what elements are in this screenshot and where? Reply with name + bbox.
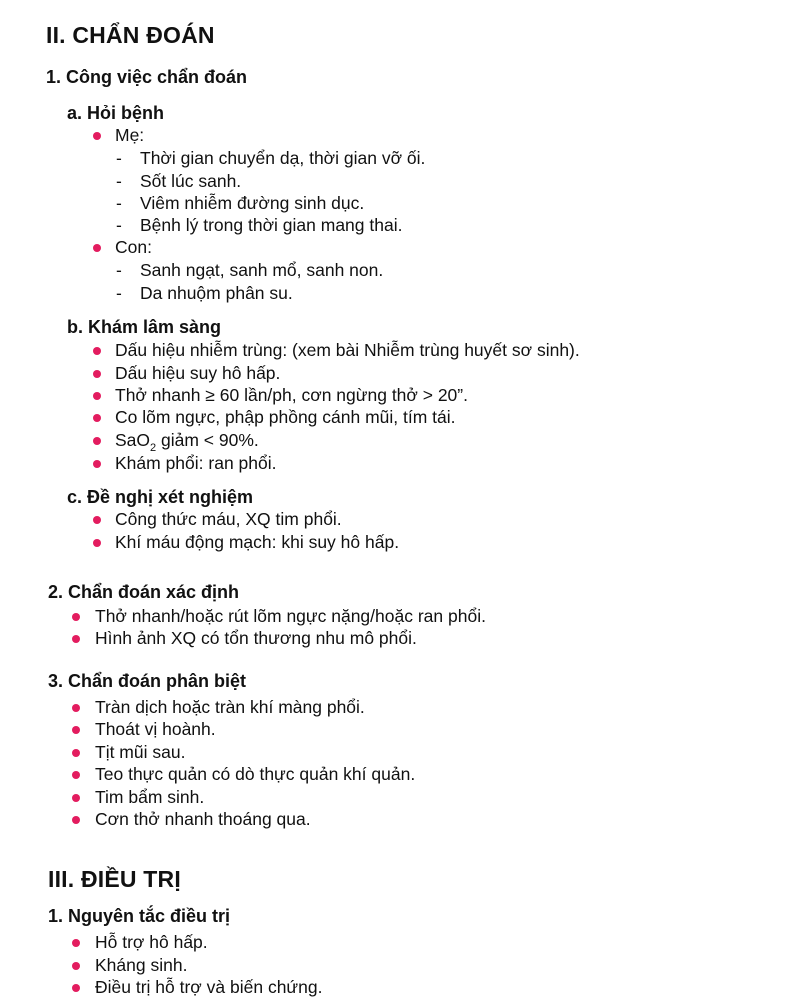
list-item: Thở nhanh ≥ 60 lần/ph, cơn ngừng thở > 20”. (115, 385, 468, 405)
subheading-de-nghi-xet-nghiem: c. Đề nghị xét nghiệm (67, 487, 254, 507)
dash-icon: - (116, 193, 122, 213)
list-item: Tịt mũi sau. (95, 742, 186, 762)
bullet-icon (72, 749, 80, 757)
bullet-icon (93, 414, 101, 422)
bullet-icon (72, 704, 80, 712)
bullet-icon (93, 370, 101, 378)
bullet-icon (72, 962, 80, 970)
dash-icon: - (116, 171, 122, 191)
bullet-icon (72, 726, 80, 734)
sao2-prefix: SaO (115, 430, 151, 450)
list-item: Thoát vị hoành. (95, 719, 216, 739)
subheading-nguyen-tac-dieu-tri: 1. Nguyên tắc điều trị (48, 906, 231, 926)
list-label-con: Con: (115, 237, 152, 257)
bullet-icon (93, 516, 101, 524)
bullet-icon (72, 816, 80, 824)
sao2-subscript: 2 (150, 442, 157, 454)
bullet-icon (93, 460, 101, 468)
sao2-suffix: giảm < 90%. (156, 430, 259, 450)
dash-icon: - (116, 260, 122, 280)
list-item: Co lõm ngực, phập phồng cánh mũi, tím tái. (115, 407, 456, 427)
list-item: Tim bẩm sinh. (95, 787, 205, 807)
bullet-icon (72, 984, 80, 992)
dash-icon: - (116, 215, 122, 235)
bullet-icon (93, 347, 101, 355)
list-item: Hỗ trợ hô hấp. (95, 932, 208, 952)
list-item: Hình ảnh XQ có tổn thương nhu mô phổi. (95, 628, 417, 648)
section-heading-chan-doan: II. CHẨN ĐOÁN (46, 22, 215, 48)
subheading-chan-doan-phan-biet: 3. Chẩn đoán phân biệt (48, 671, 247, 691)
bullet-icon (93, 244, 101, 252)
list-label-me: Mẹ: (115, 125, 145, 145)
bullet-icon (72, 771, 80, 779)
list-item: Công thức máu, XQ tim phổi. (115, 509, 342, 529)
bullet-icon (93, 539, 101, 547)
list-item: Khí máu động mạch: khi suy hô hấp. (115, 532, 400, 552)
bullet-icon (93, 132, 101, 140)
bullet-icon (72, 939, 80, 947)
list-item: Sanh ngạt, sanh mổ, sanh non. (140, 260, 384, 280)
bullet-icon (72, 613, 80, 621)
list-item: Điều trị hỗ trợ và biến chứng. (95, 977, 323, 997)
bullet-icon (72, 794, 80, 802)
list-item: Khám phổi: ran phổi. (115, 453, 277, 473)
list-item: Kháng sinh. (95, 955, 188, 975)
dash-icon: - (116, 283, 122, 303)
subheading-kham-lam-sang: b. Khám lâm sàng (67, 317, 222, 337)
list-item: Sốt lúc sanh. (140, 171, 242, 191)
section-heading-dieu-tri: III. ĐIỀU TRỊ (48, 866, 181, 892)
list-item: Thở nhanh/hoặc rút lõm ngực nặng/hoặc ran phổi. (95, 606, 486, 626)
list-item: Dấu hiệu nhiễm trùng: (xem bài Nhiễm trùng huyết sơ sinh). (115, 340, 580, 360)
list-item: Teo thực quản có dò thực quản khí quản. (95, 764, 416, 784)
list-item: Cơn thở nhanh thoáng qua. (95, 809, 311, 829)
bullet-icon (93, 437, 101, 445)
list-item: Tràn dịch hoặc tràn khí màng phổi. (95, 697, 365, 717)
subheading-hoi-benh: a. Hỏi bệnh (67, 103, 165, 123)
list-item: Thời gian chuyển dạ, thời gian vỡ ối. (140, 148, 426, 168)
bullet-icon (72, 635, 80, 643)
subheading-cong-viec-chan-doan: 1. Công việc chẩn đoán (46, 67, 248, 87)
list-item: Dấu hiệu suy hô hấp. (115, 363, 281, 383)
list-item: Bệnh lý trong thời gian mang thai. (140, 215, 403, 235)
subheading-chan-doan-xac-dinh: 2. Chẩn đoán xác định (48, 582, 240, 602)
list-item: Da nhuộm phân su. (140, 283, 293, 303)
list-item-sao2 (115, 430, 259, 454)
bullet-icon (93, 392, 101, 400)
dash-icon: - (116, 148, 122, 168)
list-item: Viêm nhiễm đường sinh dục. (140, 193, 365, 213)
